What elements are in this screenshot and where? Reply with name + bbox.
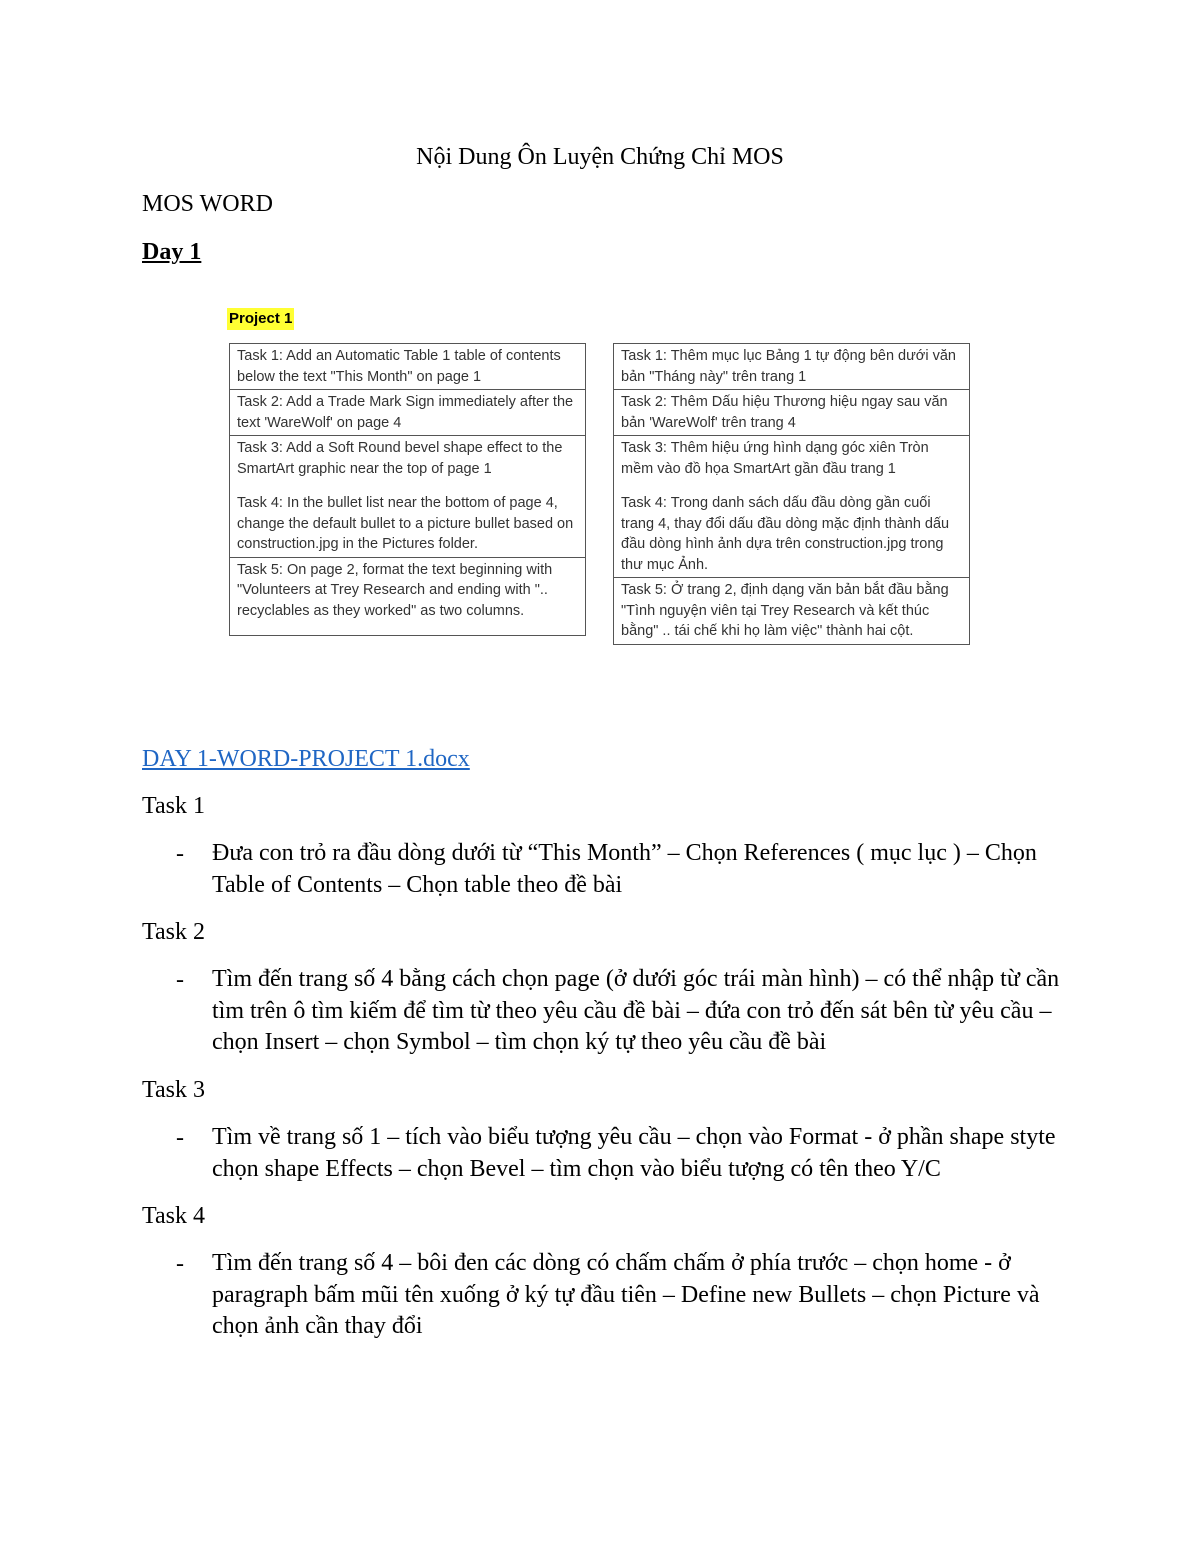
task-cell-text: Task 5: On page 2, format the text beginning with "Volunteers at Trey Research and ending with ".. recyclables as they worked" as two columns. — [237, 561, 553, 619]
vietnamese-task-table — [613, 343, 970, 645]
english-task-table — [229, 343, 586, 636]
task-cell-text: Task 4: Trong danh sách dấu đầu dòng gần cuối trang 4, thay đổi dấu đầu dòng mặc định thành dấu đầu dòng hình ảnh dựa trên construction.jpg trong thư mục Ảnh. — [621, 495, 950, 573]
task-cell-text: Task 2: Add a Trade Mark Sign immediately after the text 'WareWolf' on page 4 — [237, 394, 574, 431]
task-heading: Task 2 — [142, 919, 205, 945]
task-cell-text: Task 1: Thêm mục lục Bảng 1 tự động bên dưới văn bản "Tháng này" trên trang 1 — [621, 348, 956, 385]
task-instruction: Tìm về trang số 1 – tích vào biểu tượng yêu cầu – chọn vào Format - ở phần shape styte chọn shape Effects – chọn Bevel – tìm chọn vào biểu tượng có tên theo Y/C — [212, 1124, 1056, 1182]
project-file-link[interactable]: DAY 1-WORD-PROJECT 1.docx — [142, 746, 470, 772]
list-bullet: - — [176, 1251, 184, 1277]
project-screenshot — [220, 300, 990, 710]
project-label: Project 1 — [227, 308, 294, 330]
task-heading: Task 1 — [142, 793, 205, 819]
task-instruction: Đưa con trỏ ra đầu dòng dưới từ “This Month” – Chọn References ( mục lục ) – Chọn Table of Contents – Chọn table theo đề bài — [212, 840, 1037, 898]
task-cell-text: Task 4: In the bullet list near the bottom of page 4, change the default bullet to a picture bullet based on construction.jpg in the Pictures folder. — [237, 495, 574, 552]
task-instruction: Tìm đến trang số 4 – bôi đen các dòng có chấm chấm ở phía trước – chọn home - ở paragraph bấm mũi tên xuống ở ký tự đầu tiên – Define new Bullets – chọn Picture và chọn ảnh cần thay đổi — [212, 1250, 1040, 1339]
task-heading: Task 3 — [142, 1077, 205, 1103]
day-heading: Day 1 — [142, 239, 202, 265]
table-row — [614, 344, 969, 390]
table-row — [230, 558, 585, 636]
task-cell-text: Task 1: Add an Automatic Table 1 table of contents below the text "This Month" on page 1 — [237, 348, 561, 385]
task-cell-text: Task 3: Thêm hiệu ứng hình dạng góc xiên Tròn mềm vào đồ họa SmartArt gần đầu trang 1 — [621, 440, 929, 477]
table-row — [614, 390, 969, 436]
table-row — [230, 436, 585, 558]
task-instruction: Tìm đến trang số 4 bằng cách chọn page (ở dưới góc trái màn hình) – có thể nhập từ cần tìm trên ô tìm kiếm để tìm từ theo yêu cầu đề bài – đứa con trỏ đến sát bên từ yêu cầu – chọn Insert – chọn Symbol – tìm chọn ký tự theo yêu cầu đề bài — [212, 966, 1060, 1055]
document-title: Nội Dung Ôn Luyện Chứng Chỉ MOS — [416, 144, 784, 170]
task-cell-text: Task 2: Thêm Dấu hiệu Thương hiệu ngay sau văn bản 'WareWolf' trên trang 4 — [621, 394, 948, 431]
list-bullet: - — [176, 967, 184, 993]
list-bullet: - — [176, 841, 184, 867]
table-row — [230, 344, 585, 390]
section-subtitle: MOS WORD — [142, 191, 273, 217]
task-cell-text: Task 5: Ở trang 2, định dạng văn bản bắt đầu bằng "Tình nguyện viên tại Trey Research và kết thúc bằng" .. tái chế khi họ làm việc" thành hai cột. — [621, 582, 949, 639]
task-cell-text: Task 3: Add a Soft Round bevel shape effect to the SmartArt graphic near the top of page 1 — [237, 440, 563, 477]
table-row — [614, 578, 969, 644]
table-row — [230, 390, 585, 436]
list-bullet: - — [176, 1125, 184, 1151]
task-heading: Task 4 — [142, 1203, 205, 1229]
table-row — [614, 436, 969, 578]
